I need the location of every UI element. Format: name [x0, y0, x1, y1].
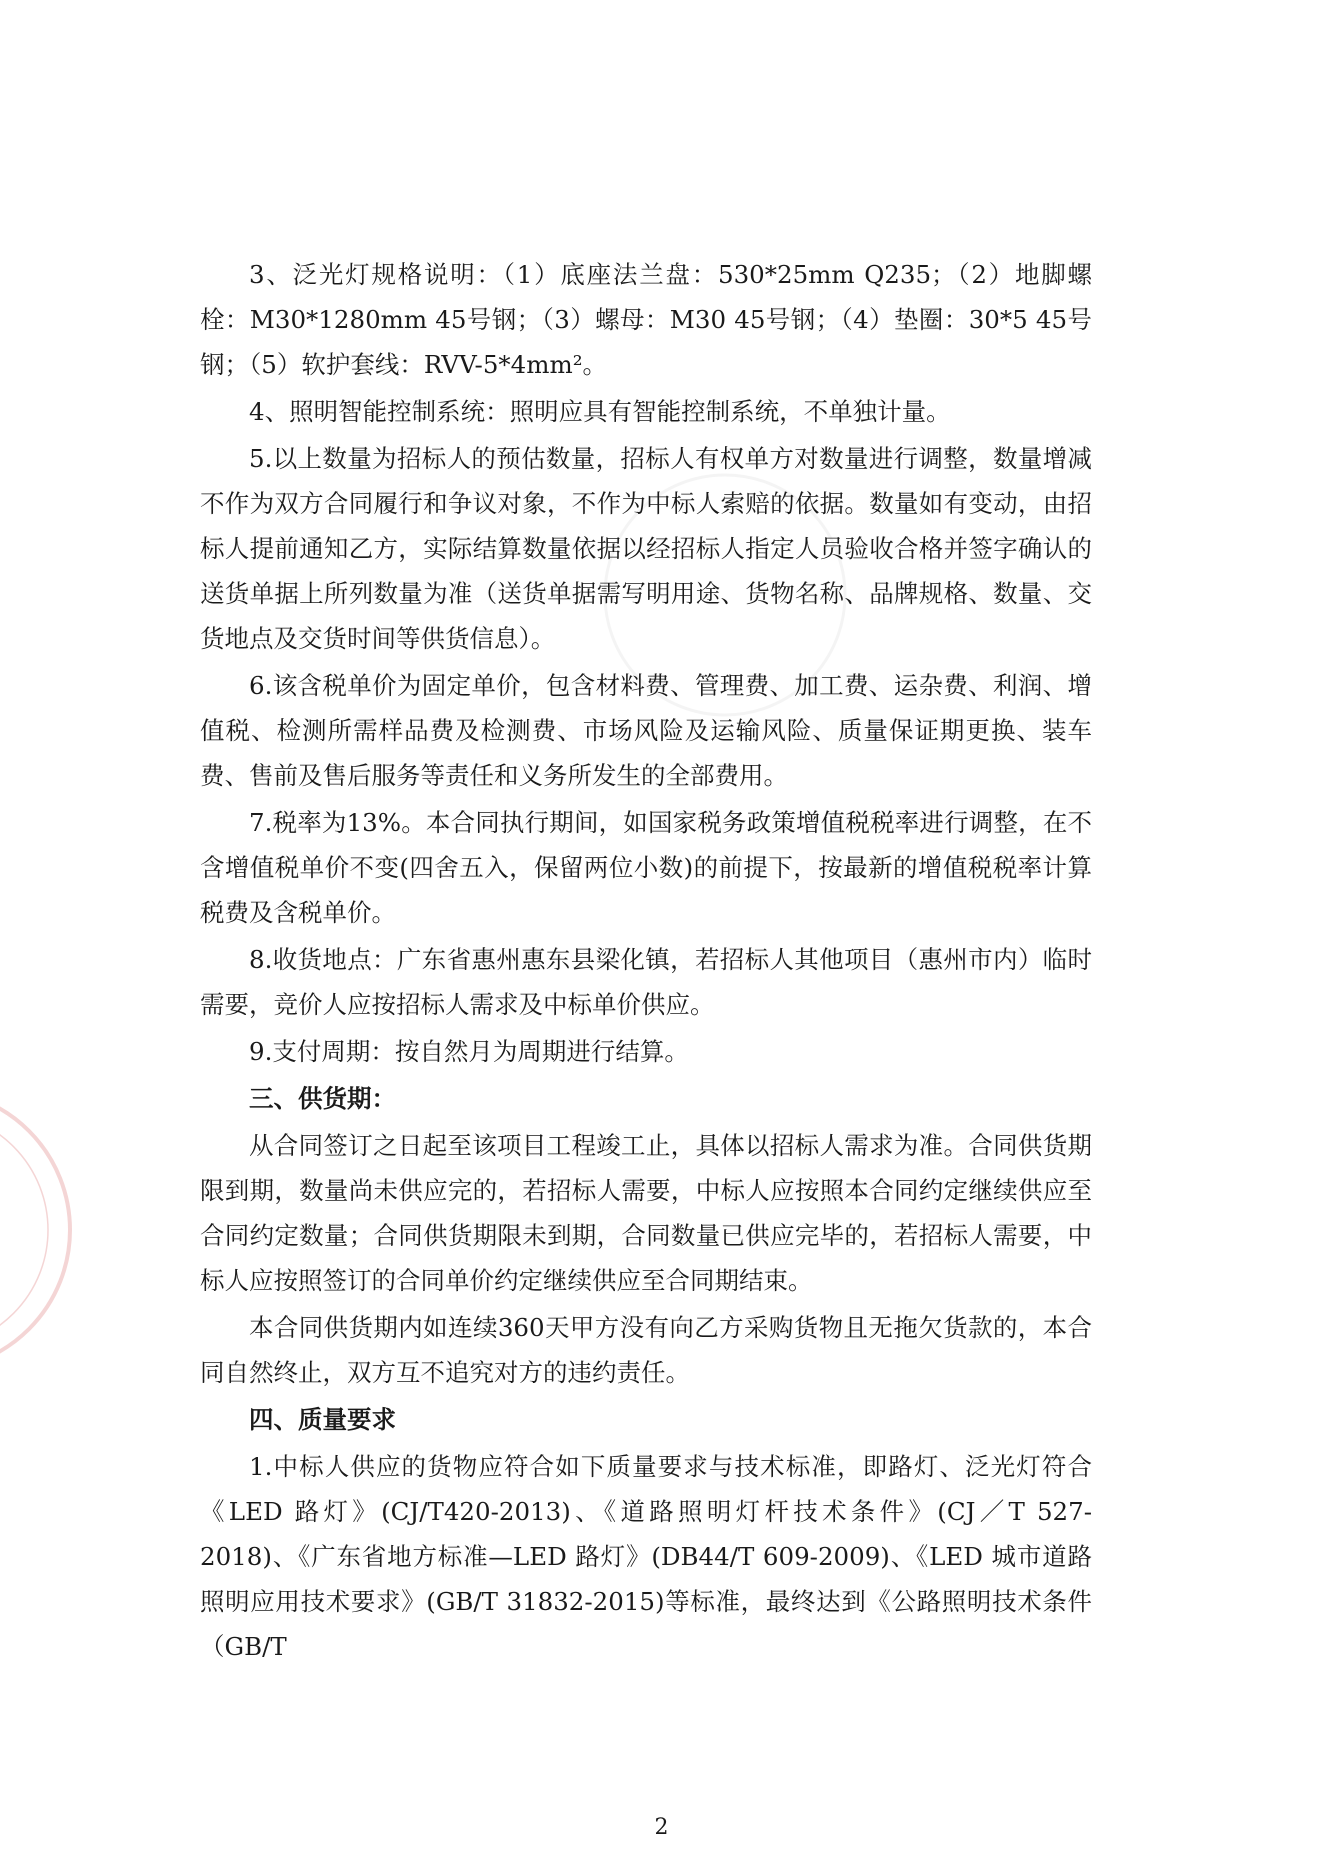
- clause-quality-standards: 1.中标人供应的货物应符合如下质量要求与技术标准，即路灯、泛光灯符合《LED 路灯》(CJ/T420-2013)、《道路照明灯杆技术条件》(CJ／T 527-2018)、《广东省地方标准—LED 路灯》(DB44/T 609-2009)、《LED 城市道路照明应用技术要求》(GB/T 31832-2015)等标准，最终达到《公路照明技术条件（GB/T: [200, 1452, 1092, 1661]
- red-seal-stamp: [0, 1080, 80, 1380]
- clause-quantity: 5.以上数量为招标人的预估数量，招标人有权单方对数量进行调整，数量增减不作为双方合同履行和争议对象，不作为中标人索赔的依据。数量如有变动，由招标人提前通知乙方，实际结算数量依据以经招标人指定人员验收合格并签字确认的送货单据上所列数量为准（送货单据需写明用途、货物名称、品牌规格、数量、交货地点及交货时间等供货信息）。: [200, 444, 1092, 653]
- clause-termination: 本合同供货期内如连续360天甲方没有向乙方采购货物且无拖欠货款的，本合同自然终止，双方互不追究对方的违约责任。: [200, 1313, 1092, 1387]
- clause-unit-price: 6.该含税单价为固定单价，包含材料费、管理费、加工费、运杂费、利润、增值税、检测所需样品费及检测费、市场风险及运输风险、质量保证期更换、装车费、售前及售后服务等责任和义务所发生的全部费用。: [200, 671, 1092, 790]
- page-number: 2: [654, 1815, 669, 1840]
- clause-tax-rate: 7.税率为13%。本合同执行期间，如国家税务政策增值税税率进行调整，在不含增值税单价不变(四舍五入，保留两位小数)的前提下，按最新的增值税税率计算税费及含税单价。: [200, 808, 1092, 927]
- document-body: [200, 252, 1092, 1671]
- clause-smart-control: 4、照明智能控制系统：照明应具有智能控制系统，不单独计量。: [249, 397, 951, 426]
- clause-floodlight-spec: 3、泛光灯规格说明：（1）底座法兰盘：530*25mm Q235；（2）地脚螺栓：M30*1280mm 45号钢；（3）螺母：M30 45号钢；（4）垫圈：30*5 45号钢；（5）软护套线：RVV-5*4mm²。: [200, 260, 1092, 379]
- section-heading-quality: 四、质量要求: [249, 1405, 396, 1434]
- clause-delivery-place: 8.收货地点：广东省惠州惠东县梁化镇，若招标人其他项目（惠州市内）临时需要，竞价人应按招标人需求及中标单价供应。: [200, 945, 1092, 1019]
- clause-payment-cycle: 9.支付周期：按自然月为周期进行结算。: [249, 1037, 689, 1066]
- clause-supply-period: 从合同签订之日起至该项目工程竣工止，具体以招标人需求为准。合同供货期限到期，数量尚未供应完的，若招标人需要，中标人应按照本合同约定继续供应至合同约定数量；合同供货期限未到期，合同数量已供应完毕的，若招标人需要，中标人应按照签订的合同单价约定继续供应至合同期结束。: [200, 1131, 1092, 1295]
- section-heading-supply-period: 三、供货期：: [249, 1084, 396, 1113]
